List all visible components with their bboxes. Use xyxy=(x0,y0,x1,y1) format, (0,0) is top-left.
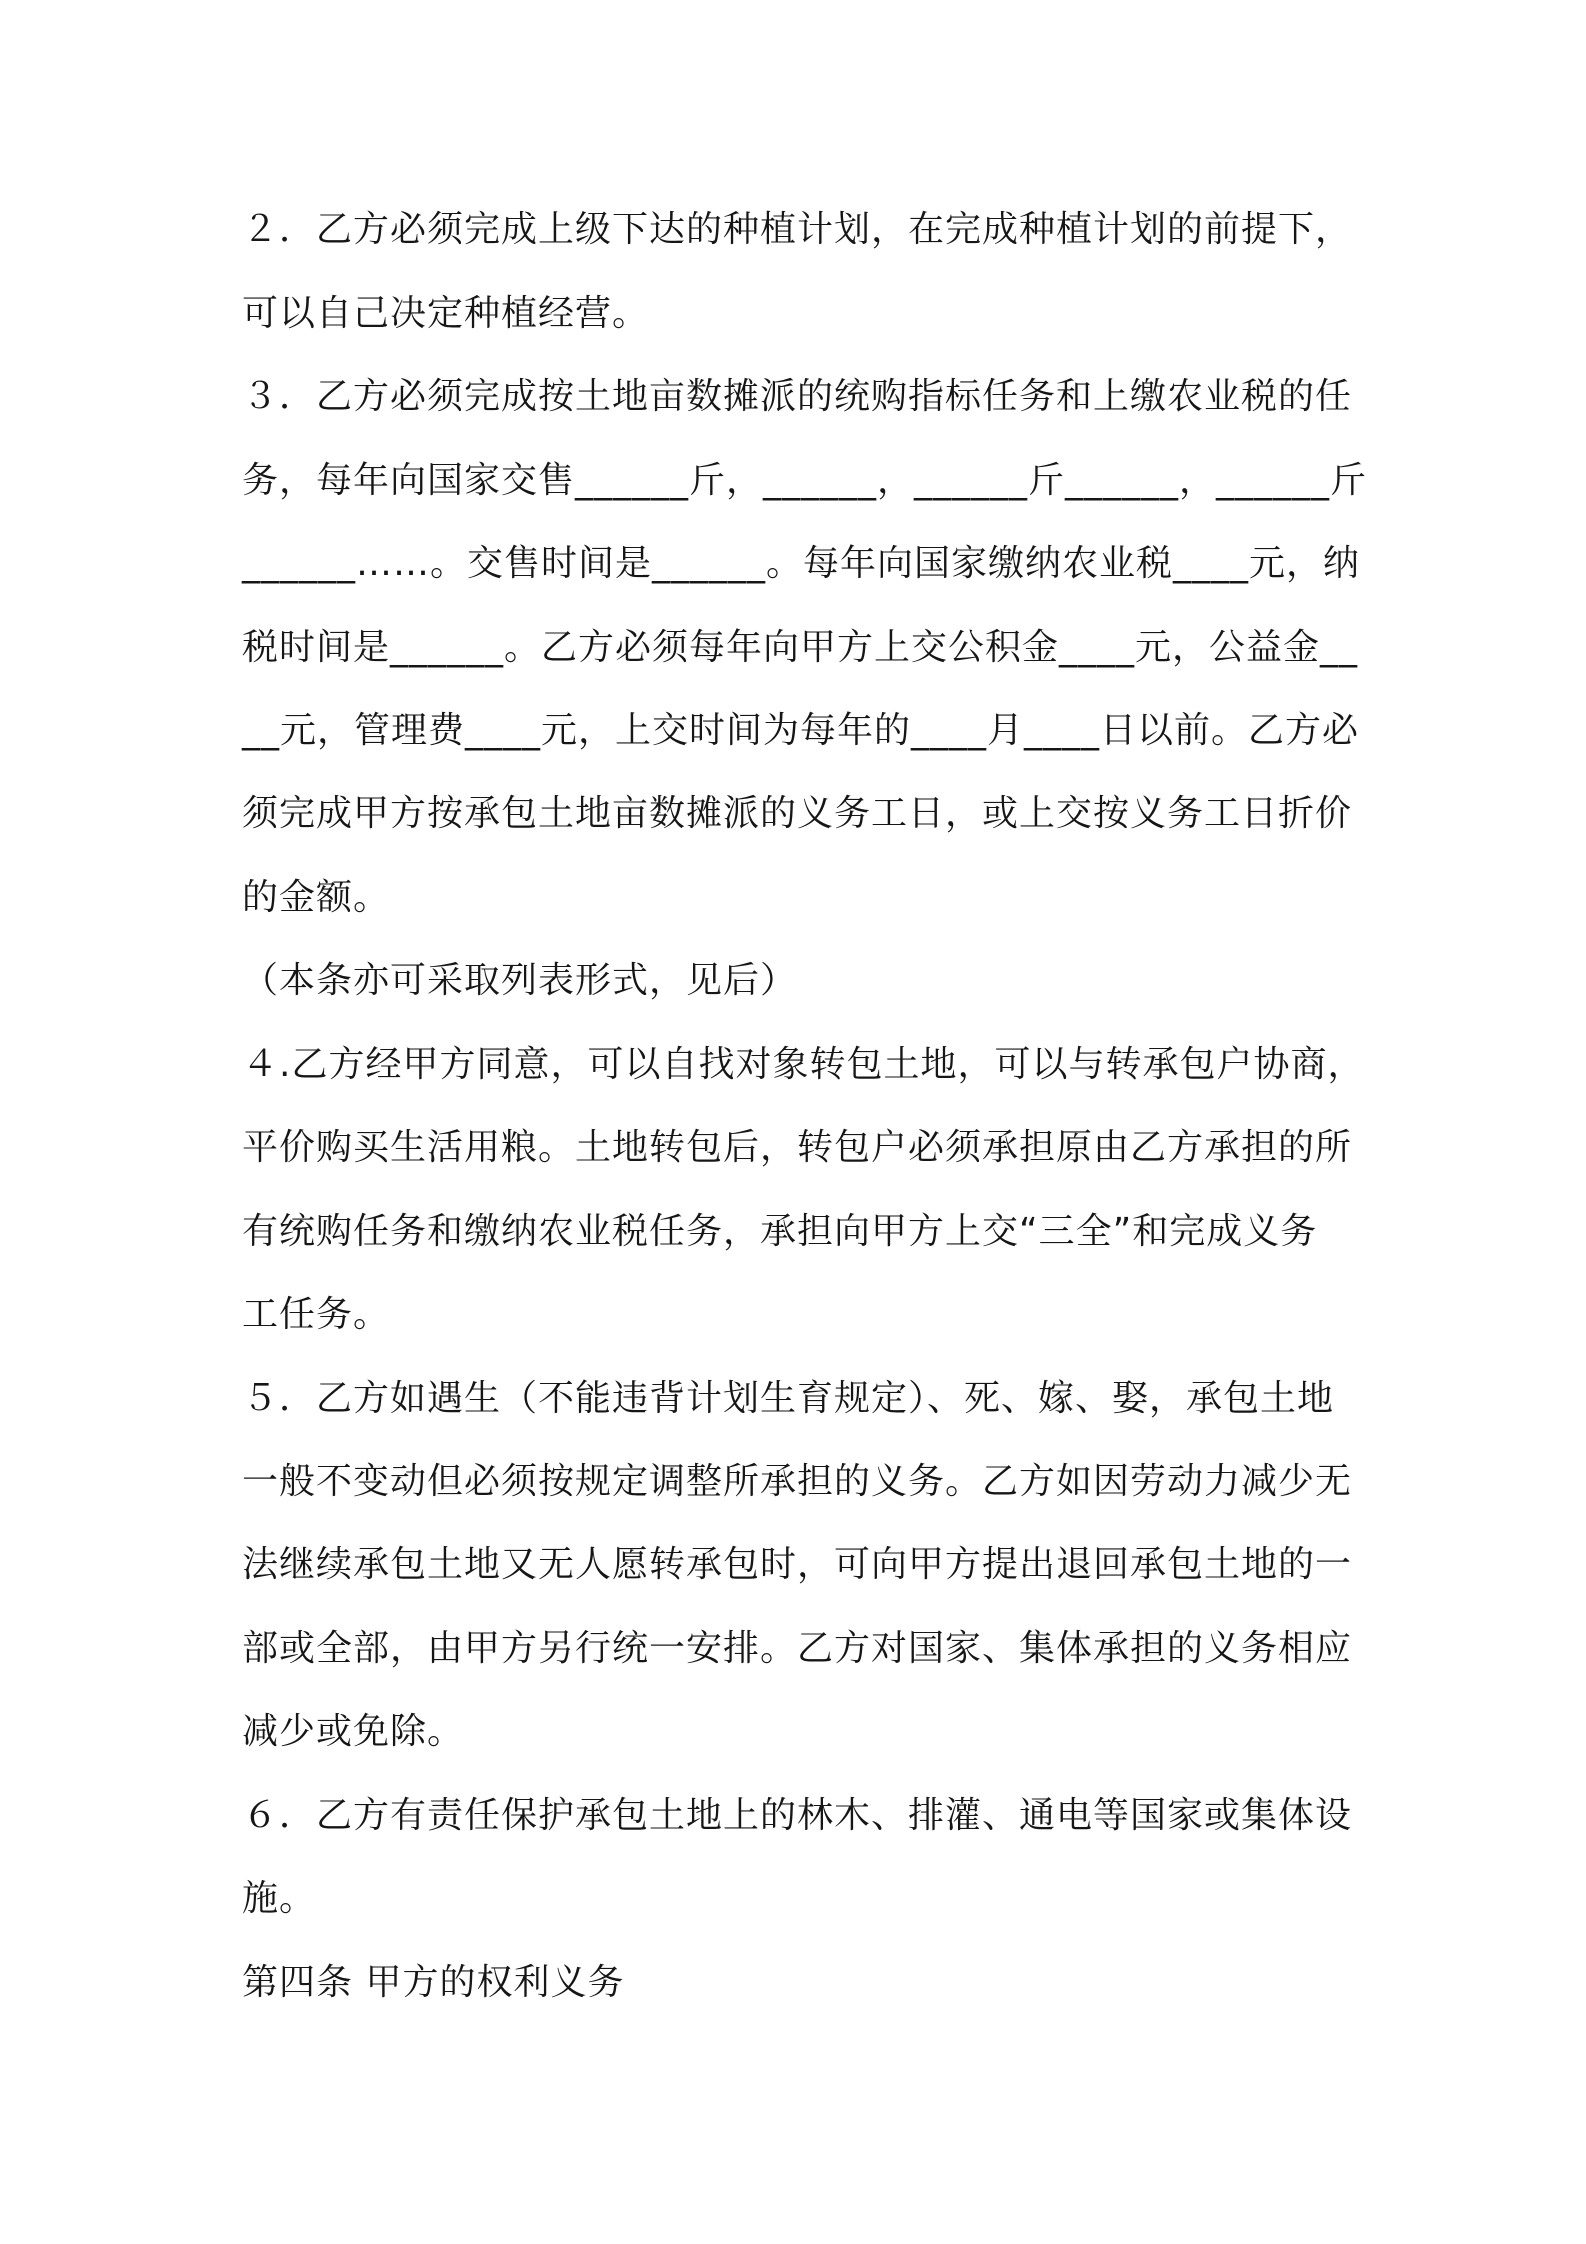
paragraph-2-line-2: 可以自己决定种植经营。 xyxy=(242,293,650,334)
paragraph-4-line-3: 有统购任务和缴纳农业税任务，承担向甲方上交“三全”和完成义务 xyxy=(242,1211,1318,1252)
paragraph-3-line-3: ______……。交售时间是______。每年向国家缴纳农业税____元，纳 xyxy=(242,543,1361,584)
paragraph-2-line-1: ２．乙方必须完成上级下达的种植计划，在完成种植计划的前提下， xyxy=(242,209,1353,250)
paragraph-4-line-1: ４.乙方经甲方同意，可以自找对象转包土地，可以与转承包户协商， xyxy=(242,1044,1365,1085)
paragraph-5-line-4: 部或全部，由甲方另行统一安排。乙方对国家、集体承担的义务相应 xyxy=(242,1628,1353,1669)
paragraph-3-line-6: 须完成甲方按承包土地亩数摊派的义务工日，或上交按义务工日折价 xyxy=(242,793,1353,834)
paragraph-4-line-2: 平价购买生活用粮。土地转包后，转包户必须承担原由乙方承担的所 xyxy=(242,1127,1353,1168)
paragraph-5-line-5: 减少或免除。 xyxy=(242,1711,465,1752)
paragraph-3-line-4: 税时间是______。乙方必须每年向甲方上交公积金____元，公益金__ xyxy=(242,627,1359,668)
paragraph-3-line-2: 务，每年向国家交售______斤，______，______斤______，______斤 xyxy=(242,460,1368,501)
paragraph-6-line-2: 施。 xyxy=(242,1878,317,1919)
note-line: （本条亦可采取列表形式，见后） xyxy=(242,960,798,1001)
paragraph-3-line-5: __元，管理费____元，上交时间为每年的____月____日以前。乙方必 xyxy=(242,710,1360,751)
paragraph-3-line-7: 的金额。 xyxy=(242,877,391,918)
paragraph-6-line-1: ６．乙方有责任保护承包土地上的林木、排灌、通电等国家或集体设 xyxy=(242,1795,1353,1836)
paragraph-5-line-3: 法继续承包土地又无人愿转承包时，可向甲方提出退回承包土地的一 xyxy=(242,1544,1353,1585)
paragraph-4-line-4: 工任务。 xyxy=(242,1294,391,1335)
section-heading-article-4: 第四条 甲方的权利义务 xyxy=(242,1962,625,2003)
paragraph-3-line-1: ３．乙方必须完成按土地亩数摊派的统购指标任务和上缴农业税的任 xyxy=(242,376,1353,417)
paragraph-5-line-2: 一般不变动但必须按规定调整所承担的义务。乙方如因劳动力减少无 xyxy=(242,1461,1353,1502)
paragraph-5-line-1: ５．乙方如遇生（不能违背计划生育规定）、死、嫁、娶，承包土地 xyxy=(242,1378,1335,1419)
